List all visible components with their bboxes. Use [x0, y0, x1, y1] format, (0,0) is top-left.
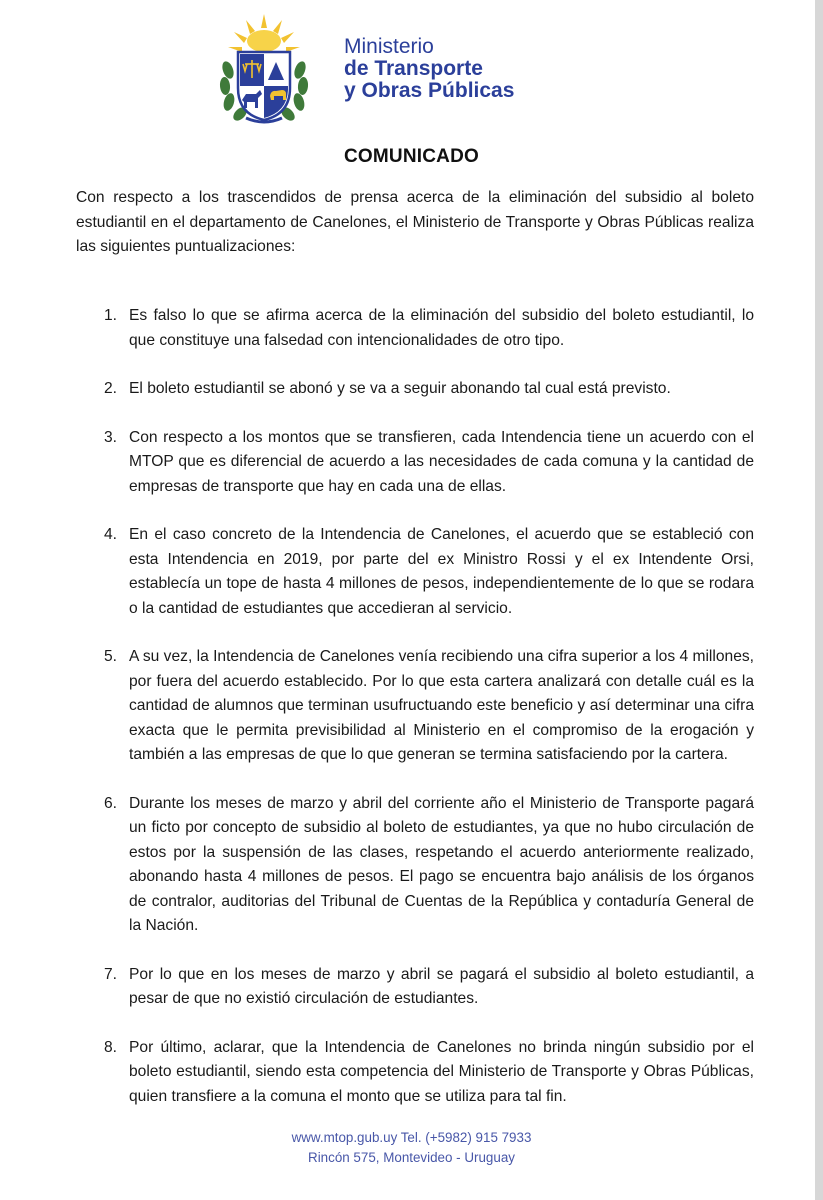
page-edge	[815, 0, 823, 1200]
footer-address-line: Rincón 575, Montevideo - Uruguay	[308, 1150, 515, 1165]
list-item-text: En el caso concreto de la Intendencia de Canelones, el acuerdo que se estableció con esta Intendencia en 2019, por parte del ex Ministro Rossi y el ex Intendente Orsi, establecía un tope de hasta 4 millones de pesos, independientemente de lo que se rodara o la cantidad de estudiantes que accedieran al servicio.	[129, 526, 754, 617]
intro-paragraph: Con respecto a los trascendidos de prensa acerca de la eliminación del subsidio al boleto estudiantil en el departamento de Canelones, el Ministerio de Transporte y Obras Públicas realiza las siguientes puntualizaciones:	[76, 189, 754, 255]
list-item-text: Durante los meses de marzo y abril del corriente año el Ministerio de Transporte pagará un ficto por concepto de subsidio al boleto de estudiantes, ya que no hubo circulación de estos por la suspensión de las clases, respetando el acuerdo anteriormente realizado, abonando hasta 4 millones de pesos. El pago se encuentra bajo análisis de los órganos de contralor, auditorias del Tribunal de Cuentas de la República y contaduría General de la Nación.	[129, 794, 754, 934]
list-item-number: 7.	[104, 965, 118, 983]
list-item	[76, 963, 754, 1012]
list-item	[76, 645, 754, 768]
list-item	[76, 426, 754, 500]
list-item-number: 3.	[104, 428, 118, 446]
list-item	[76, 792, 754, 939]
list-item-text: El boleto estudiantil se abonó y se va a seguir abonando tal cual está previsto.	[129, 380, 671, 397]
footer	[0, 1128, 823, 1168]
ministry-name-line3: y Obras Públicas	[344, 79, 515, 102]
ministry-name	[344, 36, 514, 102]
list-item	[76, 1036, 754, 1110]
list-item	[76, 523, 754, 621]
document-title: COMUNICADO	[344, 146, 479, 167]
list-item-number: 6.	[104, 794, 118, 812]
ministry-name-line1: Ministerio	[344, 35, 434, 58]
list-item-text: Con respecto a los montos que se transfieren, cada Intendencia tiene un acuerdo con el MTOP que es diferencial de acuerdo a las necesidades de cada comuna y la cantidad de empresas de transporte que hay en cada una de ellas.	[129, 428, 754, 495]
list-item-number: 4.	[104, 526, 118, 543]
letterhead	[216, 14, 546, 126]
list-item	[76, 377, 754, 402]
list-item	[76, 304, 754, 353]
list-item-text: Es falso lo que se afirma acerca de la eliminación del subsidio del boleto estudiantil, lo que constituye una falsedad con intencionalidades de otro tipo.	[129, 307, 754, 349]
list-item-number: 2.	[104, 380, 118, 397]
list-item-number: 5.	[104, 648, 118, 665]
list-item-text: Por lo que en los meses de marzo y abril se pagará el subsidio al boleto estudiantil, a pesar de que no existió circulación de estudiantes.	[129, 965, 754, 1007]
list-item-number: 8.	[104, 1038, 118, 1056]
uruguay-coat-of-arms-icon	[216, 14, 312, 126]
list-item-text: A su vez, la Intendencia de Canelones venía recibiendo una cifra superior a los 4 millones, por fuera del acuerdo establecido. Por lo que esta cartera analizará con detalle cuál es la cantidad de alumnos que terminan usufructuando este beneficio y así determinar una cifra exacta que le permita previsibilidad al Ministerio en el compromiso de la erogación y también a las empresas de que lo que generan se termina satisfaciendo por la cartera.	[129, 648, 754, 763]
points-list	[76, 304, 754, 1133]
footer-contact-line: www.mtop.gub.uy Tel. (+5982) 915 7933	[291, 1130, 532, 1145]
list-item-number: 1.	[104, 307, 118, 324]
list-item-text: Por último, aclarar, que la Intendencia de Canelones no brinda ningún subsidio por el boleto estudiantil, siendo esta competencia del Ministerio de Transporte y Obras Públicas, quien transfiere a la comuna el monto que se utiliza para tal fin.	[129, 1038, 754, 1105]
ministry-name-line2: de Transporte	[344, 57, 483, 80]
